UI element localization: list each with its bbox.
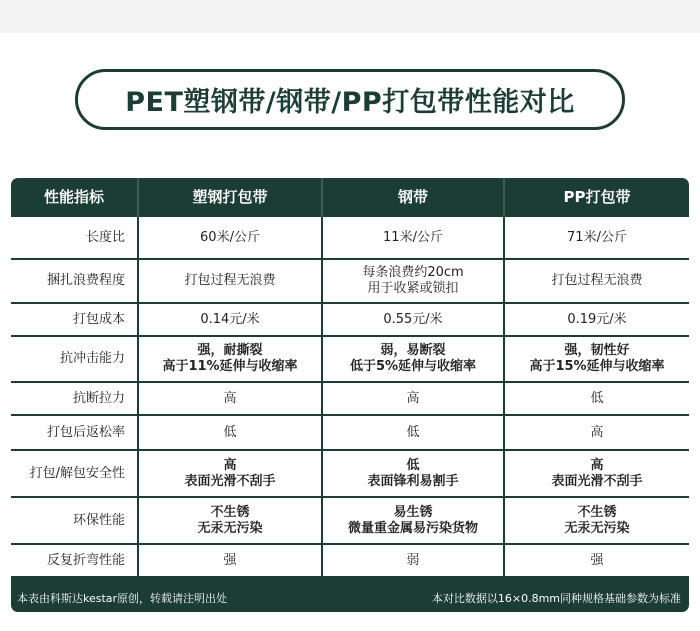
table-row [11, 544, 689, 576]
cell-line: 强 [590, 552, 604, 568]
cell-line: 0.19元/米 [567, 311, 627, 327]
cell-line: 打包过程无浪费 [551, 273, 643, 288]
table-row [11, 382, 689, 415]
page-title-text: PET塑钢带/钢带/PP打包带性能对比 [125, 87, 575, 118]
page-title [75, 69, 625, 130]
cell-line: 弱 [406, 552, 420, 568]
cell-pet [138, 259, 322, 303]
cell-line: 高 [406, 390, 420, 406]
cell-line: 低于5%延伸与收缩率 [349, 359, 477, 374]
header-pp-strap: PP打包带 [504, 178, 689, 216]
table-row [11, 216, 689, 259]
cell-line: 低 [406, 424, 420, 440]
row-label: 抗断拉力 [11, 382, 138, 415]
cell-pet [138, 450, 322, 497]
cell-line: 强 [223, 552, 237, 568]
cell-pp [504, 336, 689, 382]
table-row [11, 303, 689, 336]
cell-line: 高 [590, 457, 604, 473]
table-row [11, 450, 689, 497]
cell-line: 表面光滑不刮手 [551, 473, 643, 489]
cell-pet [138, 497, 322, 544]
cell-line: 强，韧性好 [564, 343, 630, 358]
cell-line: 60米/公斤 [200, 229, 260, 245]
cell-line: 无汞无污染 [197, 520, 263, 536]
cell-line: 微量重金属易污染货物 [347, 520, 478, 536]
cell-pp [504, 382, 689, 415]
header-metric: 性能指标 [43, 188, 104, 206]
cell-line: 11米/公斤 [383, 229, 443, 245]
cell-line: 高 [590, 424, 604, 440]
table-header-row [11, 178, 689, 216]
cell-line: 用于收紧或锁扣 [367, 281, 459, 296]
cell-steel [322, 497, 504, 544]
cell-line: 无汞无污染 [564, 520, 630, 536]
cell-line: 低 [223, 424, 237, 440]
cell-pp [504, 259, 689, 303]
cell-steel [322, 415, 504, 450]
cell-line: 表面光滑不刮手 [184, 473, 276, 489]
cell-line: 弱，易断裂 [380, 343, 446, 358]
cell-pet [138, 303, 322, 336]
cell-pp [504, 415, 689, 450]
cell-line: 0.55元/米 [383, 311, 443, 327]
footer-source-note: 本表由科斯达kestar原创，转载请注明出处 [17, 592, 228, 605]
cell-pp [504, 216, 689, 259]
cell-pet [138, 544, 322, 576]
cell-line: 高于11%延伸与收缩率 [162, 359, 298, 374]
cell-pet [138, 216, 322, 259]
cell-line: 表面锋利易割手 [367, 473, 459, 489]
comparison-table-container [11, 178, 689, 612]
row-label: 打包成本 [11, 303, 138, 336]
cell-line: 易生锈 [393, 504, 433, 520]
cell-line: 不生锈 [577, 504, 617, 520]
cell-steel [322, 303, 504, 336]
cell-steel [322, 336, 504, 382]
cell-line: 低 [406, 457, 420, 473]
row-label: 长度比 [11, 216, 138, 259]
cell-line: 强，耐撕裂 [197, 343, 263, 358]
cell-steel [322, 259, 504, 303]
table-footer [11, 583, 689, 612]
row-label: 环保性能 [11, 497, 138, 544]
comparison-table [11, 178, 689, 576]
table-row [11, 259, 689, 303]
cell-line: 高于15%延伸与收缩率 [529, 359, 665, 374]
cell-pp [504, 497, 689, 544]
cell-steel [322, 216, 504, 259]
cell-line: 每条浪费约20cm [362, 265, 464, 280]
cell-line: 高 [223, 390, 237, 406]
header-steel-strap: 钢带 [322, 178, 504, 216]
table-row [11, 497, 689, 544]
footer-spec-note: 本对比数据以16×0.8mm同种规格基础参数为标准 [431, 592, 681, 605]
cell-line: 高 [223, 457, 237, 473]
cell-steel [322, 382, 504, 415]
header-pet-strap: 塑钢打包带 [138, 178, 322, 216]
table-row [11, 336, 689, 382]
cell-pp [504, 544, 689, 576]
table-row [11, 415, 689, 450]
row-label: 抗冲击能力 [11, 336, 138, 382]
row-label: 捆扎浪费程度 [11, 259, 138, 303]
row-label: 打包后返松率 [11, 415, 138, 450]
row-label: 打包/解包安全性 [11, 450, 138, 497]
cell-line: 低 [590, 390, 604, 406]
row-label: 反复折弯性能 [11, 544, 138, 576]
cell-steel [322, 544, 504, 576]
cell-pet [138, 336, 322, 382]
cell-pp [504, 303, 689, 336]
top-band [0, 0, 700, 33]
cell-steel [322, 450, 504, 497]
cell-pp [504, 450, 689, 497]
cell-pet [138, 415, 322, 450]
cell-line: 不生锈 [210, 504, 250, 520]
cell-line: 打包过程无浪费 [184, 273, 276, 288]
cell-line: 71米/公斤 [567, 229, 627, 245]
cell-pet [138, 382, 322, 415]
cell-line: 0.14元/米 [200, 311, 260, 327]
